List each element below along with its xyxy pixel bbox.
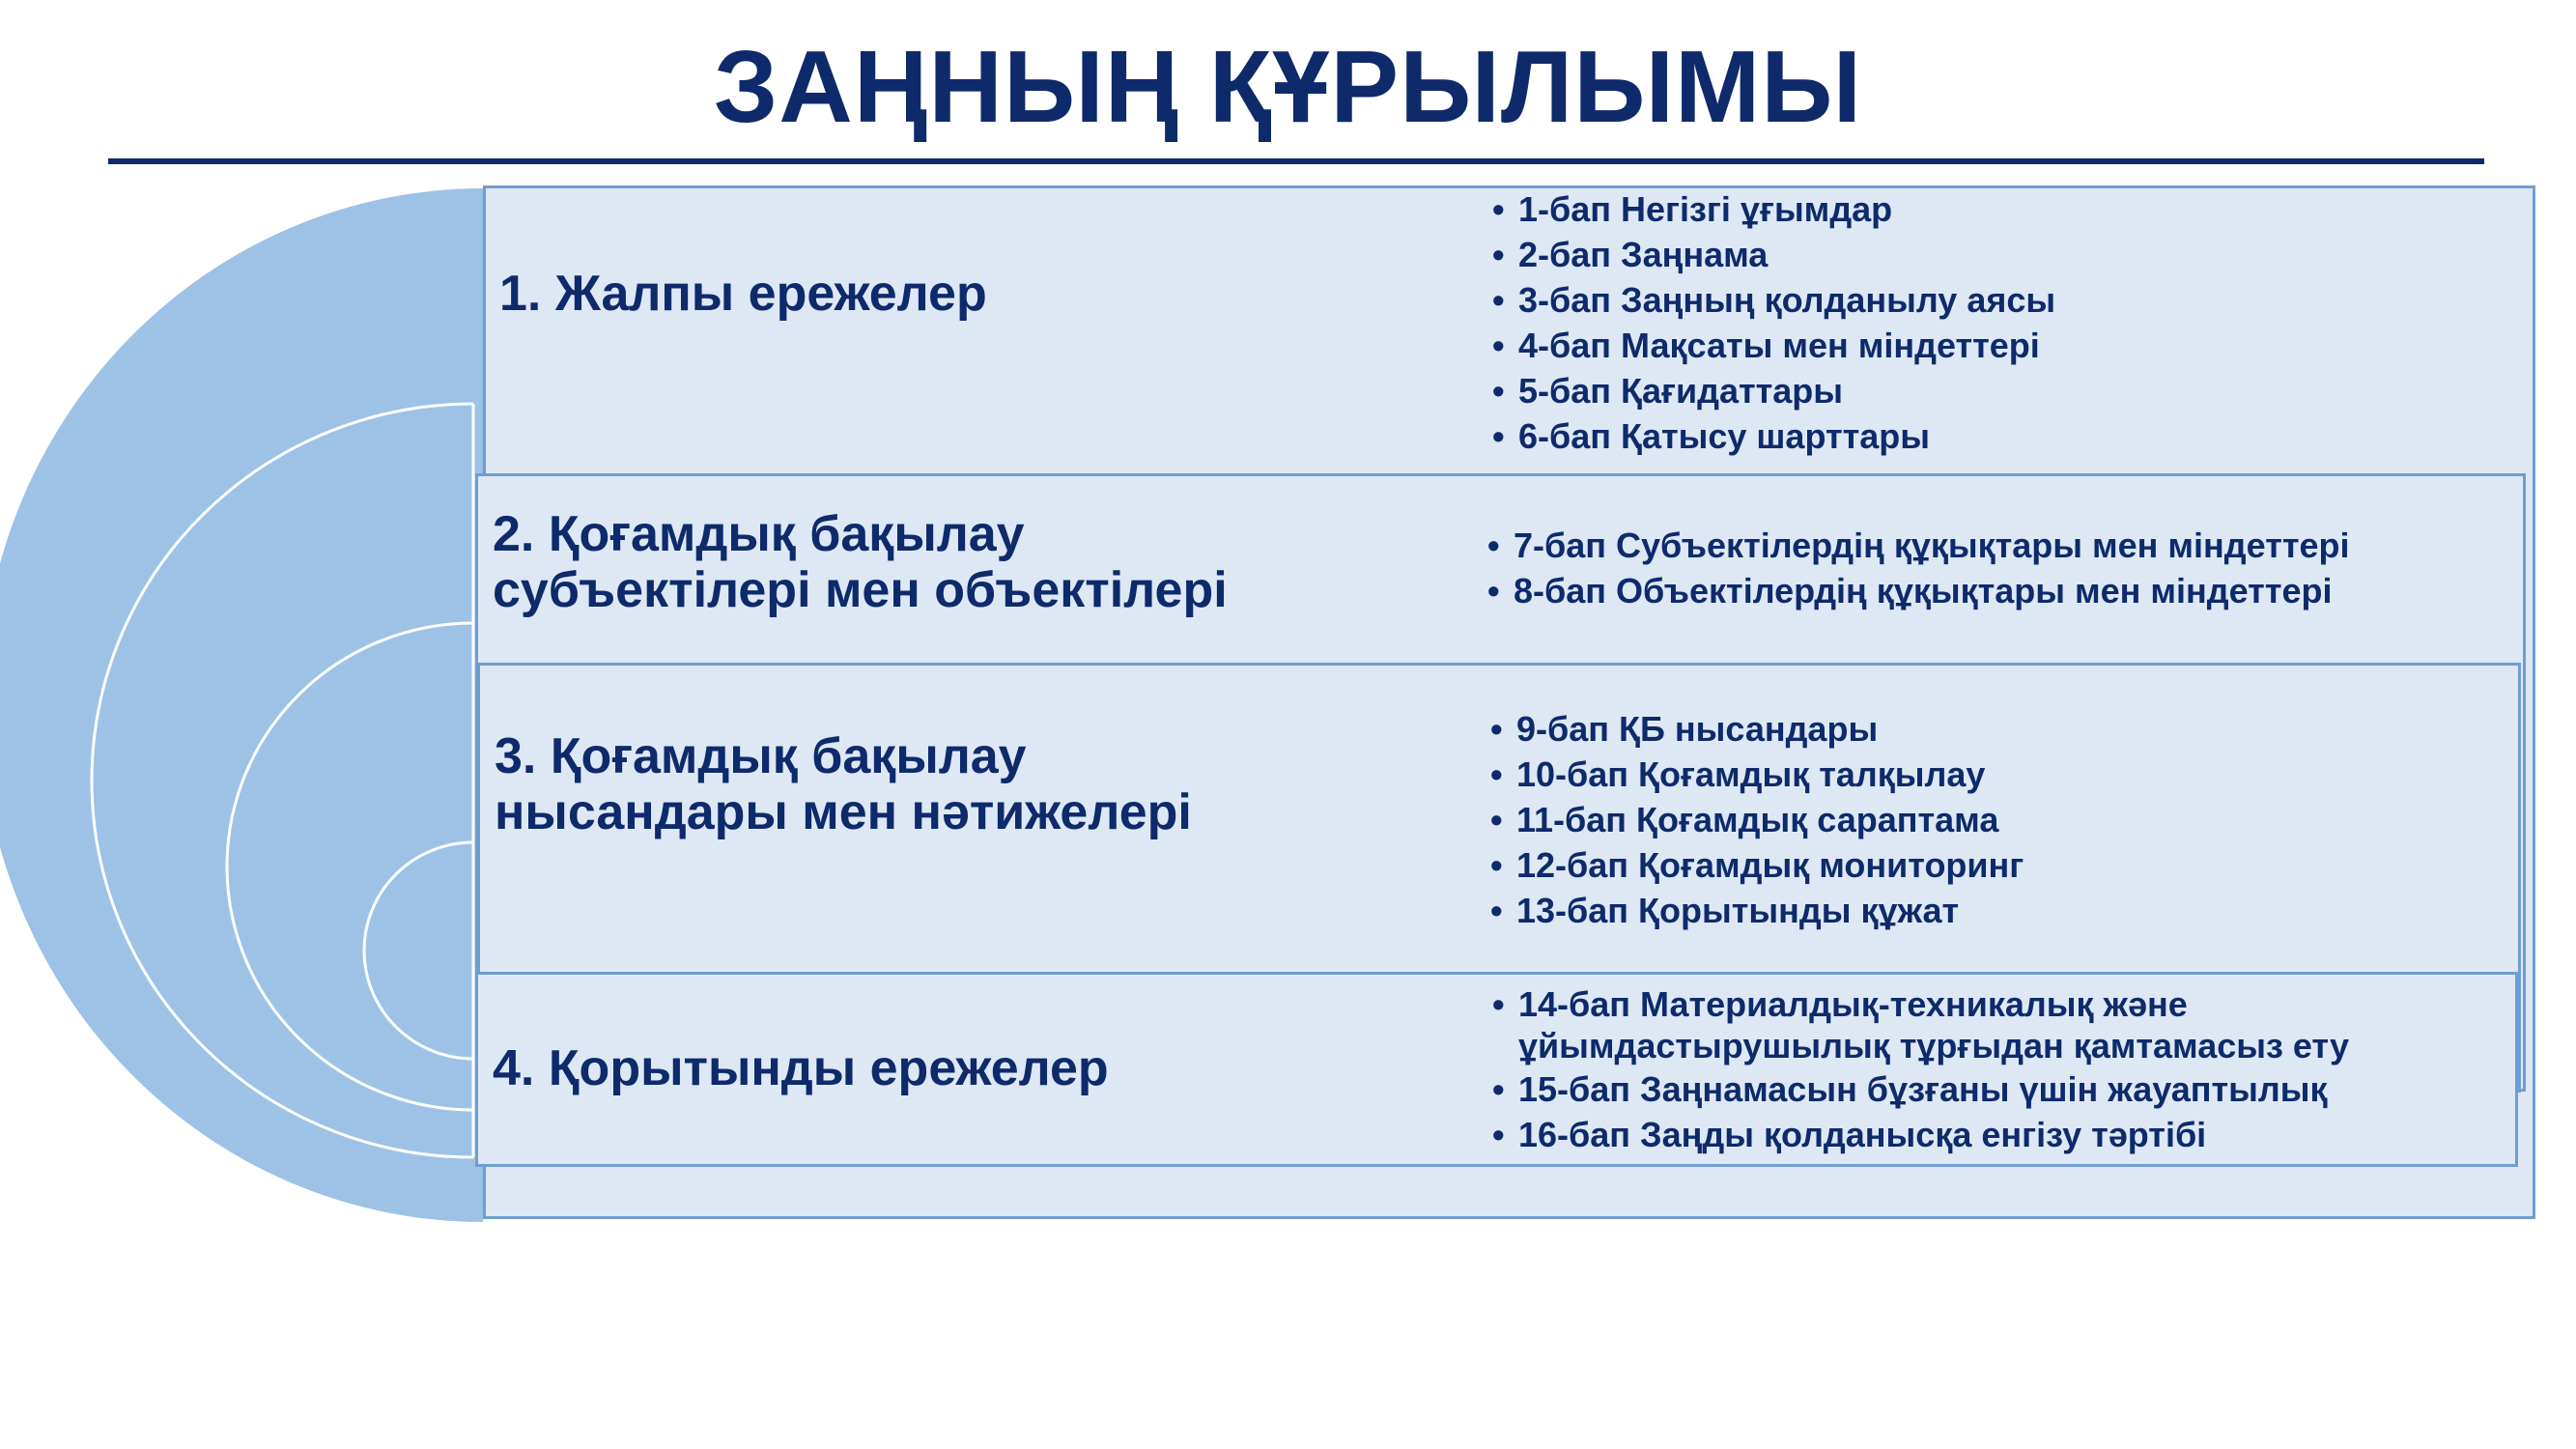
section-items-3	[1490, 706, 2024, 933]
list-item: • 15-бап Заңнамасын бұзғаны үшін жауаптылық	[1492, 1069, 2328, 1109]
section-items-4	[1492, 983, 2349, 1157]
outer-arc	[0, 188, 483, 1222]
section-title-3: 3. Қоғамдық бақылау нысандары мен нәтижелері	[495, 728, 1192, 840]
section-title-1: 1. Жалпы ережелер	[499, 266, 987, 322]
section-items-1	[1492, 186, 2055, 459]
list-item: • 1-бап Негізгі ұғымдар	[1492, 189, 1893, 229]
list-item: • 12-бап Қоғамдық мониторинг	[1490, 845, 2024, 885]
list-item: • 8-бап Объектілердің құқықтары мен міндеттері	[1487, 571, 2333, 611]
list-item: • 4-бап Мақсаты мен міндеттері	[1492, 326, 2040, 365]
section-title-4: 4. Қорытынды ережелер	[493, 1040, 1109, 1096]
list-item: • 11-бап Қоғамдық сараптама	[1490, 800, 1999, 839]
list-item: • 14-бап Материалдық-техникалық және ұйымдастырушылық тұрғыдан қамтамасыз ету	[1492, 984, 2349, 1065]
page-title: ЗАҢНЫҢ ҚҰРЫЛЫМЫ	[713, 30, 1863, 144]
list-item: • 3-бап Заңның қолданылу аясы	[1492, 280, 2056, 320]
list-item: • 10-бап Қоғамдық талқылау	[1490, 754, 1986, 794]
list-item: • 7-бап Субъектілердің құқықтары мен міндеттері	[1487, 526, 2350, 565]
list-item: • 16-бап Заңды қолданысқа енгізу тәртібі	[1492, 1115, 2207, 1154]
list-item: • 6-бап Қатысу шарттары	[1492, 416, 1930, 456]
list-item: • 5-бап Қағидаттары	[1492, 371, 1844, 411]
list-item: • 13-бап Қорытынды құжат	[1490, 891, 1960, 930]
section-title-2: 2. Қоғамдық бақылау субъектілері мен объектілері	[493, 506, 1228, 618]
list-item: • 2-бап Заңнама	[1492, 235, 1769, 274]
section-items-2	[1487, 523, 2349, 613]
list-item: • 9-бап ҚБ нысандары	[1490, 709, 1879, 749]
